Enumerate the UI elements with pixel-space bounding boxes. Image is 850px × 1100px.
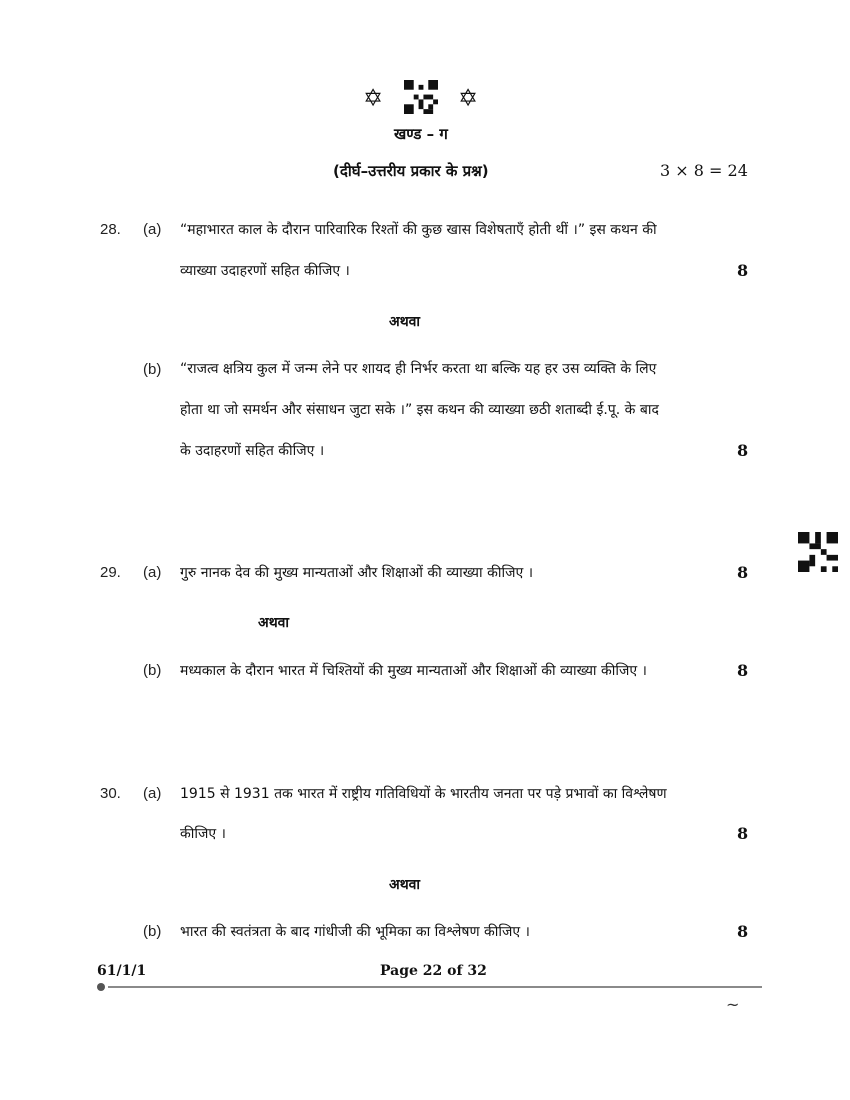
or-separator: अथवा (389, 877, 421, 893)
section-title: खण्ड – ग (394, 125, 448, 143)
question-text-line: “महाभारत काल के दौरान पारिवारिक रिश्तों की कुछ खास विशेषताएँ होती थीं ।” इस कथन की (180, 222, 657, 238)
star-right-icon: ✡ (458, 84, 479, 112)
question-text-line: व्याख्या उदाहरणों सहित कीजिए । (180, 263, 350, 279)
question-marks: 8 (737, 922, 749, 941)
question-text-line: 1915 से 1931 तक भारत में राष्ट्रीय गतिविधियों के भारतीय जनता पर पड़े प्रभावों का विश्लेषण (180, 786, 667, 802)
question-number: 30. (100, 785, 121, 802)
question-text-line: भारत की स्वतंत्रता के बाद गांधीजी की भूमिका का विश्लेषण कीजिए । (180, 924, 530, 940)
question-marks: 8 (737, 563, 749, 582)
subquestion-label: (a) (143, 564, 162, 581)
side-qr-code-icon (798, 532, 838, 572)
question-marks: 8 (737, 661, 749, 680)
footer-tilde: ~ (726, 995, 740, 1014)
question-text-line: गुरु नानक देव की मुख्य मान्यताओं और शिक्षाओं की व्याख्या कीजिए । (180, 565, 534, 581)
page-number: Page 22 of 32 (380, 963, 487, 979)
question-text-line: मध्यकाल के दौरान भारत में चिश्तियों की मुख्य मान्यताओं और शिक्षाओं की व्याख्या कीजिए । (180, 663, 647, 679)
subquestion-label: (a) (143, 785, 162, 802)
star-left-icon: ✡ (363, 84, 384, 112)
qr-code-icon (404, 80, 438, 114)
question-marks: 8 (737, 441, 749, 460)
or-separator: अथवा (389, 314, 421, 330)
question-text-line: “राजत्व क्षत्रिय कुल में जन्म लेने पर शायद ही निर्भर करता था बल्कि यह हर उस व्यक्ति के लिए (180, 361, 657, 377)
question-marks: 8 (737, 824, 749, 843)
question-text-line: कीजिए । (180, 826, 226, 842)
question-text-line: के उदाहरणों सहित कीजिए । (180, 443, 325, 459)
question-number: 28. (100, 221, 121, 238)
paper-code: 61/1/1 (97, 963, 147, 979)
section-marks-formula: 3 × 8 = 24 (660, 161, 748, 180)
question-text-line: होता था जो समर्थन और संसाधन जुटा सके ।” इस कथन की व्याख्या छठी शताब्दी ई.पू. के बाद (180, 402, 659, 418)
subquestion-label: (b) (143, 361, 162, 378)
section-subtitle: (दीर्घ–उत्तरीय प्रकार के प्रश्न) (333, 162, 489, 180)
or-separator: अथवा (258, 615, 290, 631)
footer-dot (97, 983, 105, 991)
subquestion-label: (a) (143, 221, 162, 238)
subquestion-label: (b) (143, 662, 162, 679)
subquestion-label: (b) (143, 923, 162, 940)
question-number: 29. (100, 564, 121, 581)
question-marks: 8 (737, 261, 749, 280)
footer-rule (108, 986, 762, 988)
